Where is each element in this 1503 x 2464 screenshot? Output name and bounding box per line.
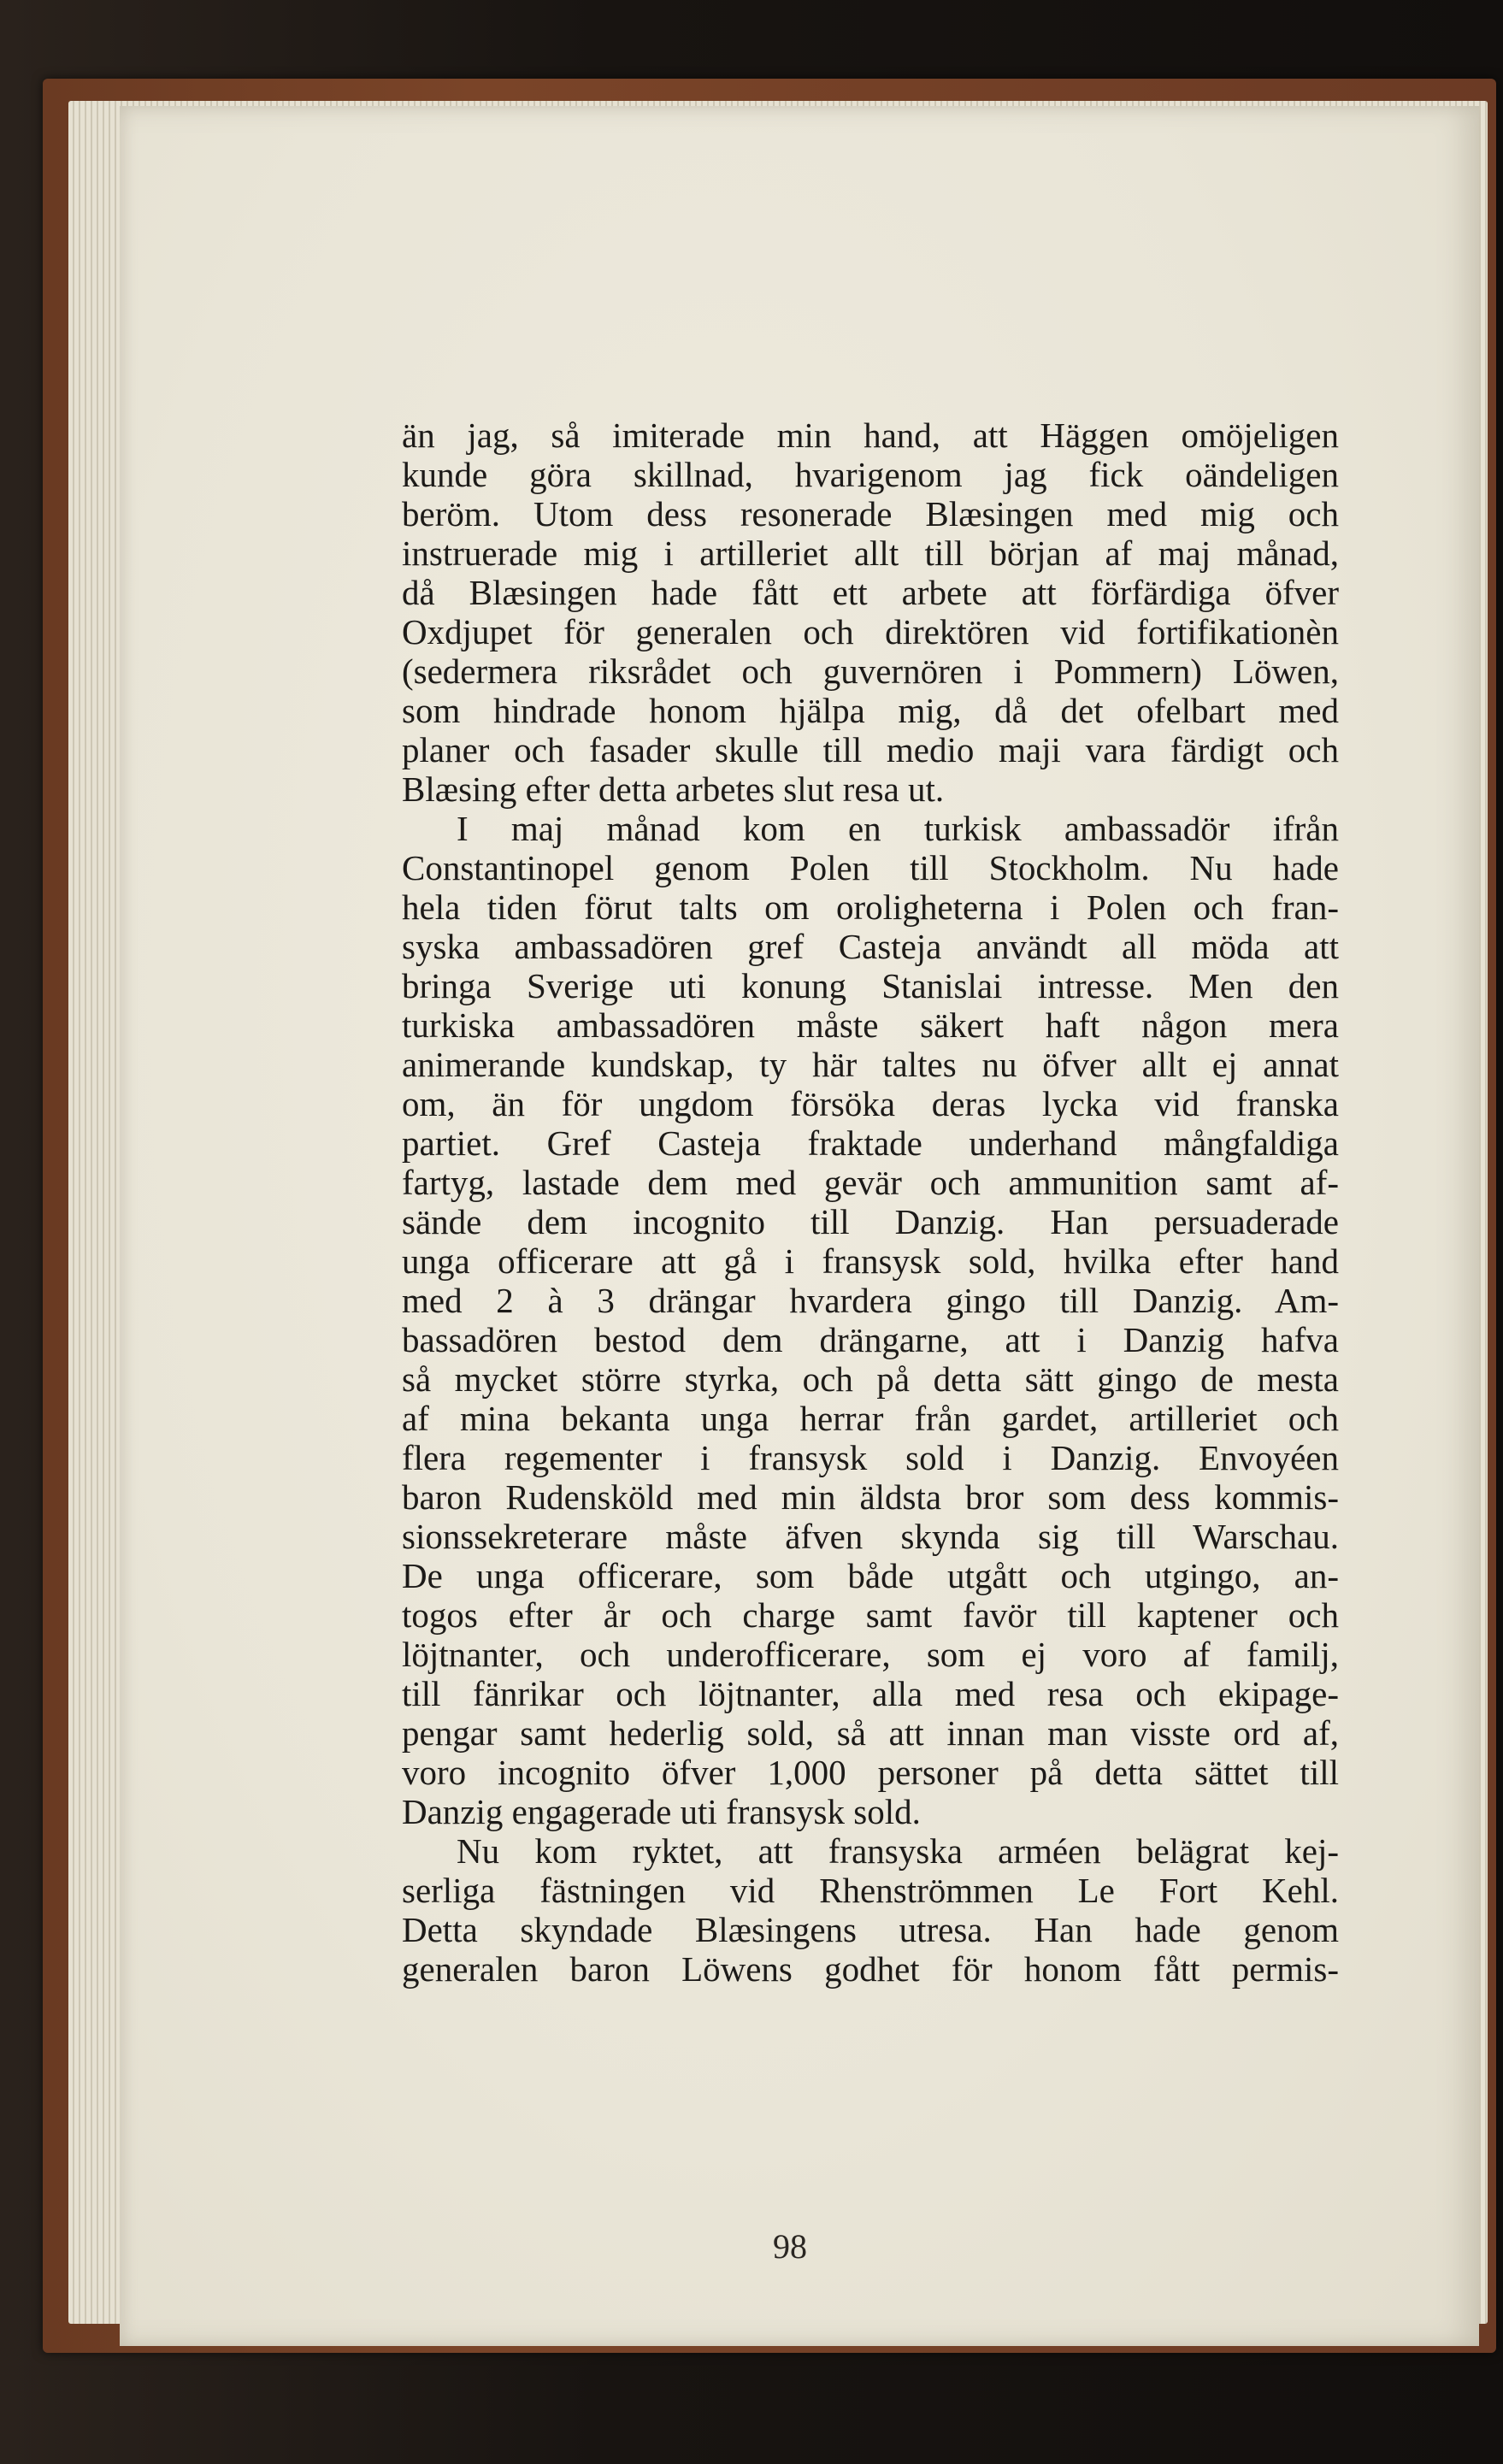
text-line: Danzig engagerade uti fransysk sold. <box>402 1792 921 1831</box>
text-line: beröm. Utom dess resonerade Blæsingen med mig och <box>402 494 1339 533</box>
text-line: togos efter år och charge samt favör till kaptener och <box>402 1595 1339 1635</box>
text-line: Oxdjupet för generalen och direktören vid fortifikationèn <box>402 612 1339 651</box>
text-line: (sedermera riksrådet och guvernören i Pommern) Löwen, <box>402 651 1339 691</box>
page-number-text: 98 <box>773 2227 807 2266</box>
text-line: fartyg, lastade dem med gevär och ammunition samt af- <box>402 1163 1339 1202</box>
text-line: af mina bekanta unga herrar från gardet, artilleriet och <box>402 1399 1339 1438</box>
text-line: serliga fästningen vid Rhenströmmen Le Fort Kehl. <box>402 1871 1339 1910</box>
text-line: om, än för ungdom försöka deras lycka vid franska <box>402 1084 1339 1123</box>
text-line: instruerade mig i artilleriet allt till början af maj månad, <box>402 533 1339 573</box>
page-number <box>0 2226 1503 2267</box>
text-line: än jag, så imiterade min hand, att Häggen omöjeligen <box>402 416 1339 455</box>
text-line: med 2 à 3 drängar hvardera gingo till Danzig. Am- <box>402 1281 1339 1320</box>
text-line: baron Rudensköld med min äldsta bror som dess kommis- <box>402 1477 1339 1517</box>
text-line: sände dem incognito till Danzig. Han persuaderade <box>402 1202 1339 1241</box>
text-line: partiet. Gref Casteja fraktade underhand mångfaldiga <box>402 1123 1339 1163</box>
text-line: I maj månad kom en turkisk ambassadör ifrån <box>457 809 1339 848</box>
text-line: så mycket större styrka, och på detta sätt gingo de mesta <box>402 1359 1339 1399</box>
text-line: unga officerare att gå i fransysk sold, hvilka efter hand <box>402 1241 1339 1281</box>
text-line: Nu kom ryktet, att fransyska arméen belägrat kej- <box>457 1831 1339 1871</box>
text-line: animerande kundskap, ty här taltes nu öfver allt ej annat <box>402 1045 1339 1084</box>
body-text <box>402 416 1339 1989</box>
text-line: voro incognito öfver 1,000 personer på detta sättet till <box>402 1753 1339 1792</box>
text-line: planer och fasader skulle till medio maji vara färdigt och <box>402 730 1339 769</box>
text-line: turkiska ambassadören måste säkert haft någon mera <box>402 1005 1339 1045</box>
text-line: sionssekreterare måste äfven skynda sig till Warschau. <box>402 1517 1339 1556</box>
text-line: De unga officerare, som både utgått och utgingo, an- <box>402 1556 1339 1595</box>
text-line: pengar samt hederlig sold, så att innan man visste ord af, <box>402 1713 1339 1753</box>
text-line: Constantinopel genom Polen till Stockholm. Nu hade <box>402 848 1339 887</box>
text-line: syska ambassadören gref Casteja användt all möda att <box>402 927 1339 966</box>
text-line: bassadören bestod dem drängarne, att i Danzig hafva <box>402 1320 1339 1359</box>
text-line: flera regementer i fransysk sold i Danzig. Envoyéen <box>402 1438 1339 1477</box>
text-line: då Blæsingen hade fått ett arbete att förfärdiga öfver <box>402 573 1339 612</box>
text-line: kunde göra skillnad, hvarigenom jag fick oändeligen <box>402 455 1339 494</box>
text-line: löjtnanter, och underofficerare, som ej voro af familj, <box>402 1635 1339 1674</box>
text-line: bringa Sverige uti konung Stanislai intresse. Men den <box>402 966 1339 1005</box>
text-line: generalen baron Löwens godhet för honom fått permis- <box>402 1949 1339 1989</box>
text-line: som hindrade honom hjälpa mig, då det ofelbart med <box>402 691 1339 730</box>
text-line: Blæsing efter detta arbetes slut resa ut. <box>402 769 945 809</box>
text-line: till fänrikar och löjtnanter, alla med resa och ekipage- <box>402 1674 1339 1713</box>
text-line: Detta skyndade Blæsingens utresa. Han hade genom <box>402 1910 1339 1949</box>
text-line: hela tiden förut talts om oroligheterna i Polen och fran- <box>402 887 1339 927</box>
